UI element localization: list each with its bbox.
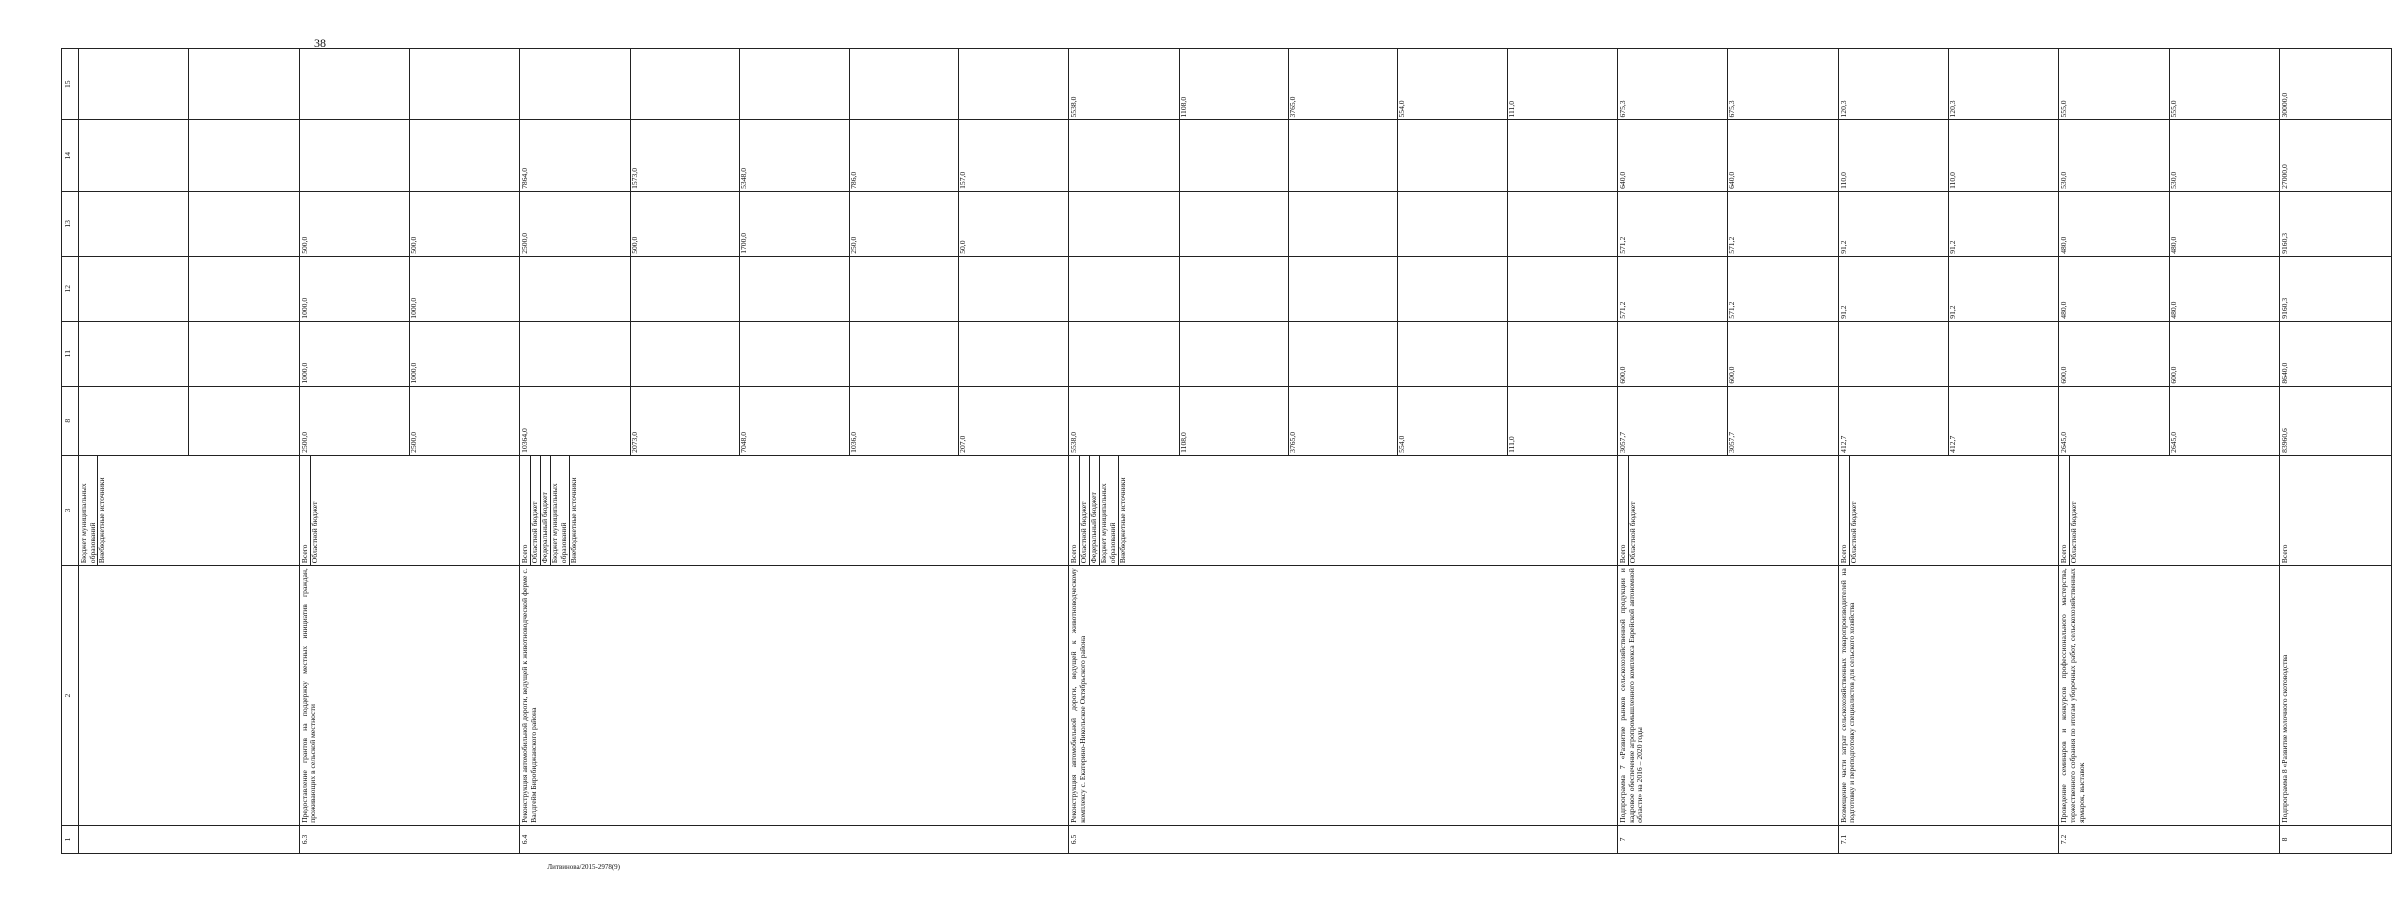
funding-source: Всего bbox=[1838, 544, 1848, 564]
header-cell: 11 bbox=[62, 321, 79, 386]
value-cell-v8 bbox=[2059, 386, 2280, 455]
amount: 111,0 bbox=[1507, 387, 1616, 455]
value-cell-v11 bbox=[1618, 321, 1839, 386]
value-cell-v12 bbox=[299, 256, 520, 321]
row-number bbox=[79, 825, 300, 853]
value-cell-v13 bbox=[1069, 191, 1618, 256]
amount bbox=[1288, 120, 1397, 190]
value-cell-v15 bbox=[2280, 49, 2391, 120]
amount bbox=[188, 257, 297, 321]
amount bbox=[188, 120, 297, 190]
amount: 5538,0 bbox=[1069, 431, 1079, 453]
amount bbox=[188, 49, 297, 119]
funding-source: Областной бюджет bbox=[1628, 456, 1638, 565]
amount bbox=[301, 49, 409, 119]
funding-source: Всего bbox=[1069, 544, 1079, 564]
row-number: 6.4 bbox=[520, 825, 1069, 853]
header-cell: 8 bbox=[62, 386, 79, 455]
amount: 555,0 bbox=[2169, 49, 2278, 119]
funding-source: Всего bbox=[299, 544, 309, 564]
amount: 530,0 bbox=[2059, 171, 2069, 189]
row-name bbox=[79, 566, 300, 826]
header-cell: 12 bbox=[62, 256, 79, 321]
amount: 8640,0 bbox=[2280, 362, 2290, 384]
amount bbox=[958, 322, 1067, 386]
amount: 480,0 bbox=[2059, 301, 2069, 319]
amount bbox=[958, 257, 1067, 321]
amount bbox=[80, 257, 188, 321]
value-cell-v11 bbox=[2059, 321, 2280, 386]
header-cell: 2 bbox=[62, 566, 79, 826]
funding-source: Областной бюджет bbox=[2069, 456, 2079, 565]
value-cell-v14 bbox=[79, 120, 300, 191]
amount bbox=[1070, 120, 1178, 190]
value-cell-v14 bbox=[299, 120, 520, 191]
value-cell-v14 bbox=[2059, 120, 2280, 191]
amount: 1000,0 bbox=[299, 362, 309, 384]
amount: 157,0 bbox=[958, 120, 1067, 190]
funding-source: Областной бюджет bbox=[310, 456, 320, 565]
amount: 1573,0 bbox=[630, 120, 739, 190]
amount: 91,2 bbox=[1838, 305, 1848, 319]
value-cell-v11 bbox=[79, 321, 300, 386]
amount: 640,0 bbox=[1727, 120, 1836, 190]
amount: 207,0 bbox=[958, 387, 1067, 455]
amount bbox=[849, 257, 958, 321]
table-row bbox=[2059, 49, 2280, 854]
rotated-table-holder bbox=[61, 48, 2290, 854]
amount: 600,0 bbox=[2059, 366, 2069, 384]
value-cell-v14 bbox=[1069, 120, 1618, 191]
amount bbox=[80, 120, 188, 190]
amount bbox=[188, 387, 297, 455]
amount: 1000,0 bbox=[409, 322, 518, 386]
amount bbox=[739, 322, 848, 386]
funding-source: Бюджет муниципальных образований bbox=[1099, 456, 1117, 565]
funding-source: Всего bbox=[2059, 544, 2069, 564]
amount bbox=[409, 49, 518, 119]
row-name: Предоставление грантов на поддержку местных инициатив граждан, проживающих в сельской местности bbox=[299, 566, 520, 826]
amount bbox=[1397, 257, 1506, 321]
value-cell-v8 bbox=[79, 386, 300, 455]
amount bbox=[1179, 120, 1288, 190]
header-cell: 1 bbox=[62, 825, 79, 853]
table-row bbox=[79, 49, 300, 854]
value-cell-v12 bbox=[1069, 256, 1618, 321]
amount: 2073,0 bbox=[630, 387, 739, 455]
amount: 27000,0 bbox=[2280, 164, 2290, 189]
amount: 91,2 bbox=[1948, 257, 2057, 321]
amount: 3765,0 bbox=[1288, 49, 1397, 119]
amount: 5538,0 bbox=[1069, 96, 1079, 118]
funding-sources bbox=[1069, 455, 1618, 565]
value-cell-v15 bbox=[2059, 49, 2280, 120]
funding-sources bbox=[520, 455, 1069, 565]
amount: 1108,0 bbox=[1179, 387, 1288, 455]
funding-sources bbox=[2059, 455, 2280, 565]
value-cell-v15 bbox=[1838, 49, 2059, 120]
amount bbox=[849, 49, 958, 119]
amount bbox=[1507, 120, 1616, 190]
funding-sources bbox=[299, 455, 520, 565]
amount: 571,2 bbox=[1727, 192, 1836, 256]
amount: 1700,0 bbox=[739, 192, 848, 256]
funding-source: Областной бюджет bbox=[530, 456, 540, 565]
amount: 1000,0 bbox=[299, 297, 309, 319]
funding-source: Внебюджетные источники bbox=[97, 456, 107, 565]
amount bbox=[1179, 192, 1288, 256]
amount: 500,0 bbox=[409, 192, 518, 256]
value-cell-v13 bbox=[79, 191, 300, 256]
amount bbox=[1397, 322, 1506, 386]
amount: 1108,0 bbox=[1179, 49, 1288, 119]
funding-source: Всего bbox=[2280, 544, 2290, 564]
value-cell-v8 bbox=[1838, 386, 2059, 455]
value-cell-v15 bbox=[520, 49, 1069, 120]
amount bbox=[409, 120, 518, 190]
amount bbox=[1948, 322, 2057, 386]
amount bbox=[301, 120, 409, 190]
amount: 2500,0 bbox=[409, 387, 518, 455]
value-cell-v15 bbox=[79, 49, 300, 120]
amount: 5348,0 bbox=[739, 120, 848, 190]
funding-source: Внебюджетные источники bbox=[569, 456, 579, 565]
amount bbox=[630, 257, 739, 321]
table-body bbox=[79, 49, 2392, 854]
amount: 555,0 bbox=[2059, 100, 2069, 118]
row-name: Реконструкция автомобильной дороги, ведущей к животноводческому комплексу с. Екатерино-Никольское Октябрьского района bbox=[1069, 566, 1618, 826]
value-cell-v11 bbox=[299, 321, 520, 386]
table-row bbox=[2280, 49, 2391, 854]
amount: 554,0 bbox=[1397, 387, 1506, 455]
value-cell-v14 bbox=[1838, 120, 2059, 191]
value-cell-v14 bbox=[2280, 120, 2391, 191]
amount: 110,0 bbox=[1948, 120, 2057, 190]
amount: 83960,6 bbox=[2280, 428, 2290, 453]
amount bbox=[1070, 257, 1178, 321]
value-cell-v12 bbox=[1838, 256, 2059, 321]
amount: 1000,0 bbox=[409, 257, 518, 321]
funding-source: Всего bbox=[1618, 544, 1628, 564]
amount: 786,0 bbox=[849, 120, 958, 190]
amount bbox=[1397, 120, 1506, 190]
amount: 500,0 bbox=[630, 192, 739, 256]
amount bbox=[1070, 322, 1178, 386]
value-cell-v14 bbox=[520, 120, 1069, 191]
funding-source: Областной бюджет bbox=[1849, 456, 1859, 565]
amount: 600,0 bbox=[1618, 366, 1628, 384]
table-row bbox=[1838, 49, 2059, 854]
amount: 480,0 bbox=[2169, 192, 2278, 256]
amount bbox=[1179, 322, 1288, 386]
row-number: 7.1 bbox=[1838, 825, 2059, 853]
table-row bbox=[520, 49, 1069, 854]
value-cell-v13 bbox=[520, 191, 1069, 256]
value-cell-v13 bbox=[1618, 191, 1839, 256]
amount bbox=[188, 192, 297, 256]
value-cell-v11 bbox=[1069, 321, 1618, 386]
amount bbox=[188, 322, 297, 386]
value-cell-v13 bbox=[2059, 191, 2280, 256]
amount bbox=[1507, 322, 1616, 386]
funding-sources bbox=[2280, 455, 2391, 565]
amount: 571,2 bbox=[1727, 257, 1836, 321]
amount: 9160,3 bbox=[2280, 297, 2290, 319]
amount: 675,3 bbox=[1618, 100, 1628, 118]
budget-table bbox=[61, 48, 2392, 854]
amount: 10364,0 bbox=[520, 428, 530, 453]
row-name: Подпрограмма 7 «Развитие рынков сельскохозяйственной продукции и кадровое обеспечение агропромышленного комплекса Еврейской автономной области» на 2016 – 2020 годы bbox=[1618, 566, 1839, 826]
amount bbox=[80, 49, 188, 119]
amount: 554,0 bbox=[1397, 49, 1506, 119]
value-cell-v14 bbox=[1618, 120, 1839, 191]
funding-source: Областной бюджет bbox=[1079, 456, 1089, 565]
amount: 7048,0 bbox=[739, 387, 848, 455]
amount bbox=[849, 322, 958, 386]
row-number: 6.3 bbox=[299, 825, 520, 853]
rotated-page bbox=[61, 48, 2290, 854]
amount: 571,2 bbox=[1618, 301, 1628, 319]
amount: 412,7 bbox=[1838, 435, 1848, 453]
amount bbox=[80, 322, 188, 386]
amount bbox=[630, 322, 739, 386]
amount bbox=[521, 49, 629, 119]
amount: 480,0 bbox=[2169, 257, 2278, 321]
amount bbox=[1507, 192, 1616, 256]
value-cell-v12 bbox=[2280, 256, 2391, 321]
page-number: 38 bbox=[314, 36, 326, 50]
amount: 2645,0 bbox=[2169, 387, 2278, 455]
row-number: 6.5 bbox=[1069, 825, 1618, 853]
table-row bbox=[299, 49, 520, 854]
header-row bbox=[62, 49, 79, 854]
row-number: 8 bbox=[2280, 825, 2391, 853]
amount: 111,0 bbox=[1507, 49, 1616, 119]
amount bbox=[1070, 192, 1178, 256]
header-cell: 15 bbox=[62, 49, 79, 120]
amount bbox=[1507, 257, 1616, 321]
amount: 9160,3 bbox=[2280, 232, 2290, 254]
value-cell-v8 bbox=[1069, 386, 1618, 455]
value-cell-v15 bbox=[1618, 49, 1839, 120]
funding-source: Бюджет муниципальных образований bbox=[79, 483, 97, 564]
amount: 120,3 bbox=[1838, 100, 1848, 118]
funding-source: Всего bbox=[520, 544, 530, 564]
amount: 2500,0 bbox=[299, 431, 309, 453]
amount: 480,0 bbox=[2059, 236, 2069, 254]
amount bbox=[1179, 257, 1288, 321]
value-cell-v11 bbox=[520, 321, 1069, 386]
amount: 2645,0 bbox=[2059, 431, 2069, 453]
row-number: 7.2 bbox=[2059, 825, 2280, 853]
value-cell-v12 bbox=[2059, 256, 2280, 321]
row-name: Реконструкция автомобильной дороги, ведущей к животноводческой ферме с. Валдгейм Биробиджанского района bbox=[520, 566, 1069, 826]
amount: 3765,0 bbox=[1288, 387, 1397, 455]
amount: 675,3 bbox=[1727, 49, 1836, 119]
amount bbox=[80, 387, 188, 455]
amount bbox=[1840, 322, 1948, 386]
amount: 2500,0 bbox=[520, 232, 530, 254]
value-cell-v15 bbox=[1069, 49, 1618, 120]
amount: 91,2 bbox=[1838, 240, 1848, 254]
amount: 91,2 bbox=[1948, 192, 2057, 256]
value-cell-v12 bbox=[1618, 256, 1839, 321]
amount: 3057,7 bbox=[1727, 387, 1836, 455]
amount bbox=[80, 192, 188, 256]
amount: 640,0 bbox=[1618, 171, 1628, 189]
funding-source: Федеральный бюджет bbox=[540, 456, 550, 565]
header-cell: 14 bbox=[62, 120, 79, 191]
row-name: Возмещение части затрат сельскохозяйственных товаропроизводителей на подготовку и переподготовку специалистов для сельского хозяйства bbox=[1838, 566, 2059, 826]
funding-sources bbox=[1618, 455, 1839, 565]
value-cell-v11 bbox=[1838, 321, 2059, 386]
table-row bbox=[1069, 49, 1618, 854]
amount bbox=[739, 49, 848, 119]
amount: 3057,7 bbox=[1618, 431, 1628, 453]
header-cell: 3 bbox=[62, 455, 79, 565]
amount: 571,2 bbox=[1618, 236, 1628, 254]
amount bbox=[1288, 192, 1397, 256]
value-cell-v12 bbox=[79, 256, 300, 321]
amount bbox=[1397, 192, 1506, 256]
value-cell-v8 bbox=[2280, 386, 2391, 455]
header-cell: 13 bbox=[62, 191, 79, 256]
amount: 110,0 bbox=[1838, 172, 1848, 189]
amount: 30000,0 bbox=[2280, 92, 2290, 118]
value-cell-v8 bbox=[299, 386, 520, 455]
document-code: Литвинова/2015-2978(9) bbox=[547, 863, 620, 871]
amount bbox=[958, 49, 1067, 119]
amount bbox=[739, 257, 848, 321]
amount bbox=[521, 257, 629, 321]
funding-sources bbox=[79, 455, 300, 565]
amount: 120,3 bbox=[1948, 49, 2057, 119]
value-cell-v13 bbox=[299, 191, 520, 256]
amount: 50,0 bbox=[958, 192, 1067, 256]
amount: 530,0 bbox=[2169, 120, 2278, 190]
row-name: Проведение семинаров и конкурсов профессионального мастерства, торжественного собрания по итогам уборочных работ, сельскохозяйственных ярмарок, выставок bbox=[2059, 566, 2280, 826]
amount bbox=[630, 49, 739, 119]
value-cell-v12 bbox=[520, 256, 1069, 321]
amount: 600,0 bbox=[1727, 322, 1836, 386]
value-cell-v8 bbox=[1618, 386, 1839, 455]
value-cell-v8 bbox=[520, 386, 1069, 455]
amount bbox=[1288, 322, 1397, 386]
funding-sources bbox=[1838, 455, 2059, 565]
amount: 1036,0 bbox=[849, 387, 958, 455]
amount bbox=[521, 322, 629, 386]
value-cell-v13 bbox=[2280, 191, 2391, 256]
value-cell-v11 bbox=[2280, 321, 2391, 386]
funding-source: Бюджет муниципальных образований bbox=[550, 456, 568, 565]
funding-source: Внебюджетные источники bbox=[1118, 456, 1128, 565]
amount: 500,0 bbox=[299, 236, 309, 254]
row-number: 7 bbox=[1618, 825, 1839, 853]
amount bbox=[1288, 257, 1397, 321]
funding-source: Федеральный бюджет bbox=[1089, 456, 1099, 565]
value-cell-v15 bbox=[299, 49, 520, 120]
amount: 7864,0 bbox=[520, 168, 530, 189]
amount: 600,0 bbox=[2169, 322, 2278, 386]
amount: 412,7 bbox=[1948, 387, 2057, 455]
table-row bbox=[1618, 49, 1839, 854]
amount: 250,0 bbox=[849, 192, 958, 256]
value-cell-v13 bbox=[1838, 191, 2059, 256]
row-name: Подпрограмма 8 «Развитие молочного скотоводства bbox=[2280, 566, 2391, 826]
